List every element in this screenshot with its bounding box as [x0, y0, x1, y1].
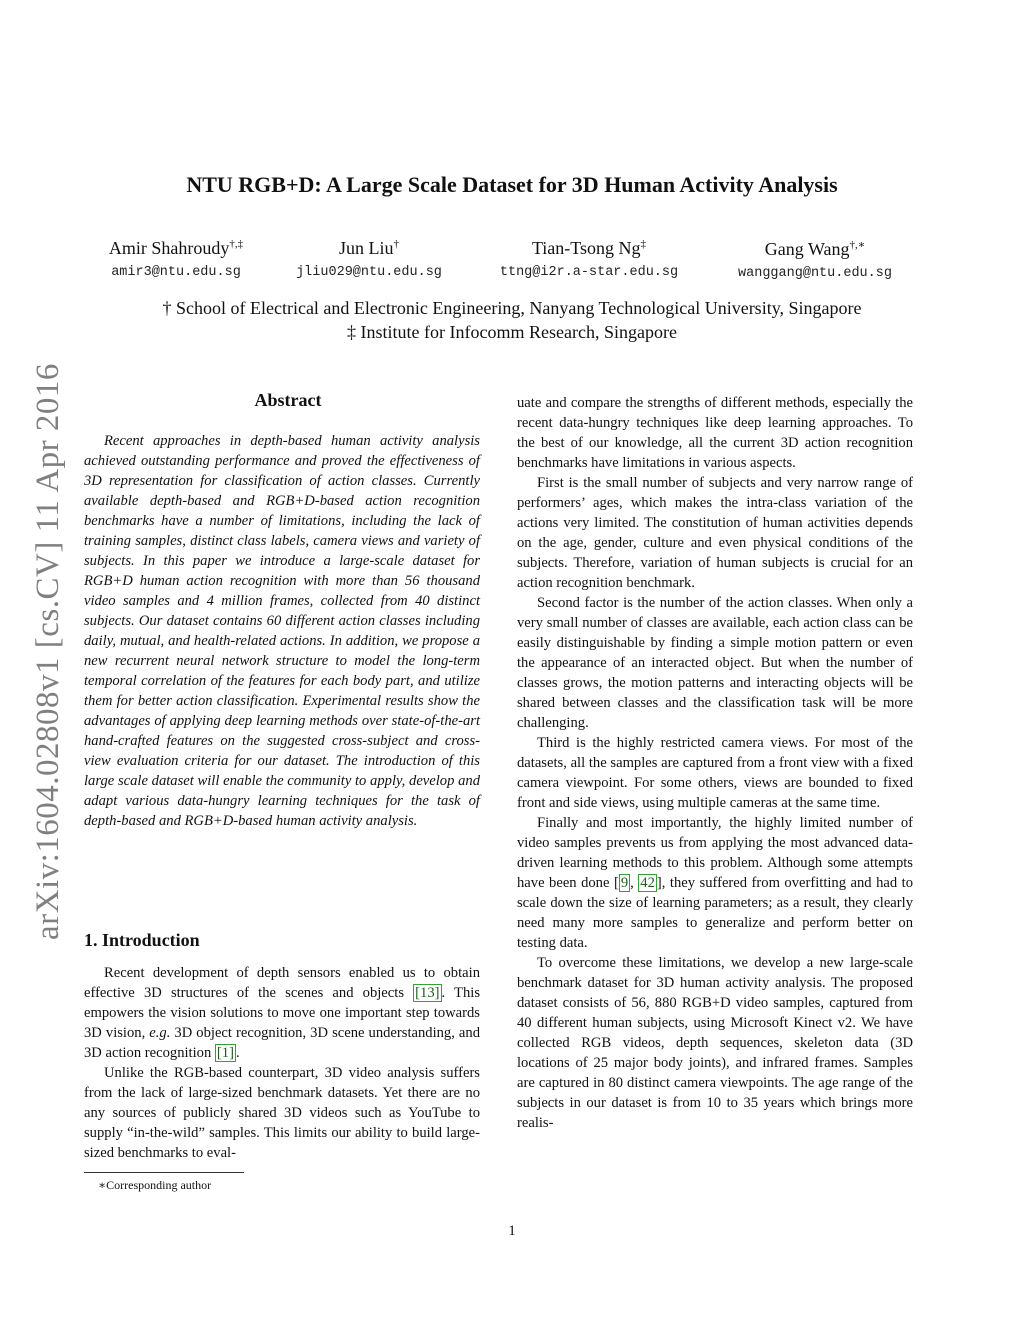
text-run: [: [613, 875, 619, 891]
abstract-heading: Abstract: [254, 390, 322, 410]
author-block: [296, 238, 442, 280]
paragraph: uate and compare the strengths of different methods, especially the recent data-hungry techniques like deep learning approaches. To the best of our knowledge, all the current 3D action recognition benchmarks have limitations in various aspects.: [517, 395, 913, 471]
text-run: Finally and most importantly, the highly limited number of video samples prevents us from applying the most advanced data-driven learning methods to this problem. Although some attempts have been done: [517, 815, 913, 891]
text-run: . This empowers the vision solutions to move one important step towards 3D vision,: [84, 985, 480, 1041]
author-email: ttng@i2r.a-star.edu.sg: [499, 265, 679, 280]
author-block: [738, 238, 892, 281]
citation-link[interactable]: 42: [640, 875, 655, 891]
text-run: e.g.: [149, 1025, 171, 1041]
citation-link[interactable]: [13]: [415, 985, 440, 1001]
author-name: Amir Shahroudy: [108, 238, 230, 258]
author-email: amir3@ntu.edu.sg: [111, 265, 241, 280]
paper-title: NTU RGB+D: A Large Scale Dataset for 3D Human Activity Analysis: [186, 172, 838, 197]
footnote: ∗Corresponding author: [98, 1178, 212, 1192]
paragraph: [84, 963, 480, 1063]
text-run: .: [235, 1045, 240, 1061]
text-run: ]: [656, 875, 662, 891]
introduction-text: [84, 963, 480, 1163]
paragraph: [517, 813, 913, 953]
citation-link[interactable]: [1]: [216, 1045, 234, 1061]
author-marks: †: [393, 238, 400, 250]
section-heading: 1. Introduction: [84, 930, 200, 950]
paragraph: Unlike the RGB-based counterpart, 3D video analysis suffers from the lack of large-sized benchmark datasets. Yet there are no any sources of publicly shared 3D videos such as YouTube to supply “in-the-wild” samples. This limits our ability to build large-sized benchmarks to eval-: [84, 1065, 480, 1161]
author-email: wanggang@ntu.edu.sg: [738, 266, 892, 281]
paragraph: Third is the highly restricted camera views. For most of the datasets, all the samples are captured from a front view with a fixed camera viewpoint. For some others, views are bounded to fixed front and side views, using multiple cameras at the same time.: [517, 735, 913, 811]
author-email: jliu029@ntu.edu.sg: [296, 265, 442, 280]
author-marks: ‡: [640, 238, 647, 250]
author-marks: †,‡: [229, 238, 244, 250]
citation-link[interactable]: 9: [620, 875, 629, 891]
paragraph: Second factor is the number of the action classes. When only a very small number of classes are available, each action class can be easily distinguishable by finding a simple motion pattern or even the appearance of an interacted object. But when the number of classes grows, the motion patterns and interacting objects will be shared between classes and the classification task will be more challenging.: [517, 595, 913, 731]
text-run: ,: [630, 875, 639, 891]
right-column-text: [517, 393, 913, 1133]
author-marks: †,∗: [849, 239, 866, 251]
text-run: 3D object recognition, 3D scene understanding, and 3D action recognition: [84, 1025, 480, 1061]
abstract-paragraph: Recent approaches in depth-based human activity analysis achieved outstanding performance and proved the effectiveness of 3D representation for classification of action classes. Currently available depth-based and RGB+D-based action recognition benchmarks have a number of limitations, including the lack of training samples, distinct class labels, camera views and variety of subjects. In this paper we introduce a large-scale dataset for RGB+D human action recognition with more than 56 thousand video samples and 4 million frames, collected from 40 distinct subjects. Our dataset contains 60 different action classes including daily, mutual, and health-related actions. In addition, we propose a new recurrent neural network structure to model the long-term temporal correlation of the features for each body part, and utilize them for better action classification. Experimental results show the advantages of applying deep learning methods over state-of-the-art hand-crafted features on the suggested cross-subject and cross-view evaluation criteria for our dataset. The introduction of this large scale dataset will enable the community to apply, develop and adapt various data-hungry learning techniques for the task of depth-based and RGB+D-based human activity analysis.: [84, 433, 480, 829]
arxiv-stamp: arXiv:1604.02808v1 [cs.CV] 11 Apr 2016: [30, 363, 66, 940]
paragraph: First is the small number of subjects and very narrow range of performers’ ages, which makes the intra-class variation of the actions very limited. The constitution of human activities depends on the age, gender, culture and even physical conditions of the subjects. Therefore, variation of human subjects is crucial for an action recognition benchmark.: [517, 475, 913, 591]
abstract-text: [84, 431, 480, 831]
text-run: Recent development of depth sensors enabled us to obtain effective 3D structures of the scenes and objects: [84, 965, 480, 1001]
footnote-rule: [84, 1172, 244, 1173]
author-name: Jun Liu: [338, 238, 394, 258]
author-name: Gang Wang: [764, 239, 850, 259]
paragraph: To overcome these limitations, we develop a new large-scale benchmark dataset for 3D human activity analysis. The proposed dataset consists of 56, 880 RGB+D video samples, captured from 40 different human subjects, using Microsoft Kinect v2. We have collected RGB videos, depth sequences, skeleton data (3D locations of 25 major body joints), and infrared frames. Samples are captured in 80 distinct camera viewpoints. The age range of the subjects in our dataset is from 10 to 35 years which brings more realis-: [517, 955, 913, 1131]
author-name: Tian-Tsong Ng: [531, 238, 641, 258]
author-block: [109, 238, 243, 280]
page-number: 1: [508, 1223, 516, 1239]
author-block: [500, 238, 678, 280]
affiliation: † School of Electrical and Electronic Engineering, Nanyang Technological University, Singapore: [162, 298, 862, 318]
affiliation: ‡ Institute for Infocomm Research, Singapore: [347, 322, 677, 342]
text-run: , they suffered from overfitting and had to scale down the size of learning parameters; as a result, they clearly need many more samples to generalize and perform better on testing data.: [517, 875, 913, 951]
